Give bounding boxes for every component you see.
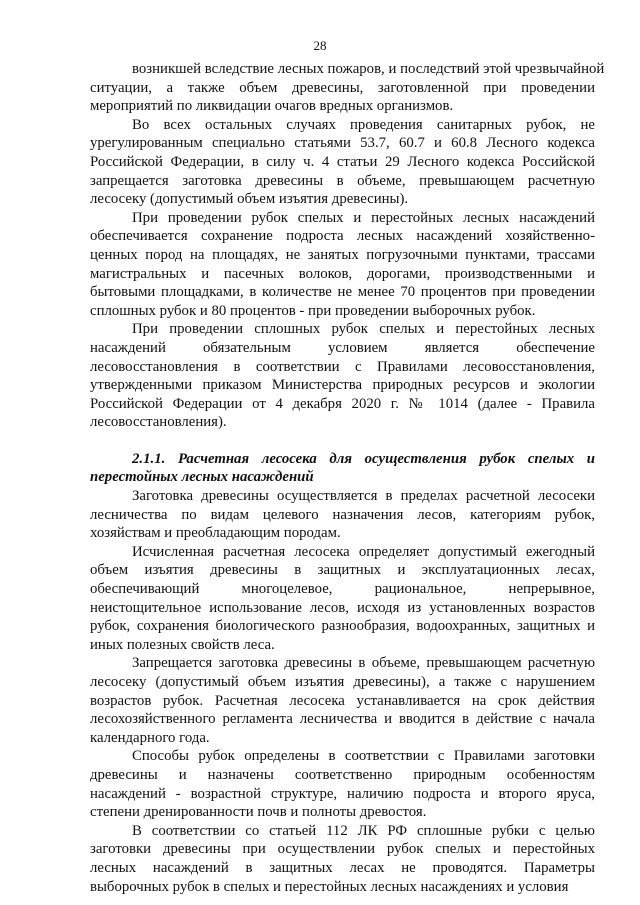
text-line: объем изъятия древесины в защитных и эксплуатационных лесах,: [90, 562, 595, 579]
text-line: При проведении рубок спелых и перестойных лесных насаждений: [132, 209, 595, 226]
text-line: ценных пород на площадях, не занятых погрузочными пунктами, трассами: [90, 246, 595, 263]
text-line: степени дренированности почв и полноты древостоя.: [90, 804, 427, 821]
text-line: обеспечивающий многоцелевое, рациональное, непрерывное,: [90, 581, 595, 598]
text-line: При проведении сплошных рубок спелых и перестойных лесных: [132, 321, 595, 338]
heading-line: перестойных лесных насаждений: [90, 469, 314, 486]
section-gap: [90, 432, 595, 450]
text-line: выборочных рубок в спелых и перестойных лесных насаждениях и условия: [90, 878, 569, 895]
text-line: магистральных и пасечных волоков, дорогами, производственными и: [90, 265, 595, 282]
paragraph: [90, 320, 595, 432]
text-line: утвержденными приказом Министерства природных ресурсов и экологии: [90, 377, 595, 394]
text-line: древесины и назначены соответственно природным особенностям: [90, 766, 595, 783]
text-line: Исчисленная расчетная лесосека определяет допустимый ежегодный: [132, 543, 595, 560]
text-line: запрещается заготовка древесины в объеме, превышающем расчетную: [90, 172, 595, 189]
paragraph: [90, 822, 595, 896]
text-line: Заготовка древесины осуществляется в пределах расчетной лесосеки: [132, 488, 595, 505]
text-line: лесосеку (допустимый объем изъятия древесины).: [90, 191, 409, 208]
section-heading: [90, 450, 595, 487]
text-line: возникшей вследствие лесных пожаров, и последствий этой чрезвычайной: [132, 61, 605, 77]
page-body: [90, 60, 605, 896]
text-line: лесохозяйственного регламента лесничества и вводится в действие с начала: [90, 711, 595, 728]
paragraph: [90, 543, 595, 655]
text-line: заготовки древесины при осуществлении рубок спелых и перестойных: [90, 841, 595, 858]
text-line: иных полезных свойств леса.: [90, 636, 275, 653]
text-line: неистощительное использование лесов, исходя из установленных возрастов: [90, 599, 595, 616]
paragraph: [90, 60, 605, 116]
text-line: Российской Федерации от 4 декабря 2020 г. № 1014 (далее - Правила: [90, 395, 595, 412]
text-line: бытовыми площадками, в количестве не менее 70 процентов при проведении: [90, 284, 595, 301]
text-line: лесовосстановления).: [90, 414, 227, 431]
text-line: В соответствии со статьей 112 ЛК РФ сплошные рубки с целью: [132, 822, 595, 839]
text-line: Во всех остальных случаях проведения санитарных рубок, не: [132, 116, 595, 133]
paragraph: [90, 747, 595, 821]
text-line: урегулированным специально статьями 53.7, 60.7 и 60.8 Лесного кодекса: [90, 135, 595, 152]
text-line: насаждений - возрастной структуре, наличию подроста и второго яруса,: [90, 785, 595, 802]
text-line: ситуации, а также объем древесины, заготовленной при проведении: [90, 79, 595, 96]
text-line: лесосеку (допустимый объем изъятия древесины), а также с нарушением: [90, 674, 595, 690]
text-line: лесных насаждений в защитных лесах не проводятся. Параметры: [90, 859, 595, 876]
text-line: Запрещается заготовка древесины в объеме, превышающем расчетную: [132, 655, 595, 672]
text-line: мероприятий по ликвидации очагов вредных организмов.: [90, 98, 454, 115]
text-line: Российской Федерации, в силу ч. 4 статьи 29 Лесного кодекса Российской: [90, 153, 595, 170]
text-line: хозяйствам и преобладающим породам.: [90, 525, 341, 542]
text-line: возрастов рубок. Расчетная лесосека устанавливается на срок действия: [90, 692, 595, 709]
paragraph: [90, 209, 595, 321]
paragraph: [90, 487, 595, 543]
heading-line: 2.1.1. Расчетная лесосека для осуществления рубок спелых и: [132, 450, 595, 467]
paragraph: [90, 654, 595, 747]
page-number: 28: [313, 38, 327, 53]
text-line: лесничества по видам целевого назначения лесов, категориям рубок,: [90, 506, 595, 523]
text-line: Способы рубок определены в соответствии с Правилами заготовки: [132, 748, 595, 765]
text-line: календарного года.: [90, 729, 210, 746]
text-line: обеспечивается сохранение подроста лесных насаждений хозяйственно-: [90, 228, 595, 245]
text-line: рубок, сохранения биологического разнообразия, водоохранных, защитных и: [90, 618, 595, 635]
paragraph: [90, 116, 595, 209]
text-line: сплошных рубок и 80 процентов - при проведении выборочных рубок.: [90, 302, 536, 319]
text-line: лесовосстановления в соответствии с Правилами лесовосстановления,: [90, 358, 595, 375]
text-line: насаждений обязательным условием является обеспечение: [90, 339, 595, 356]
